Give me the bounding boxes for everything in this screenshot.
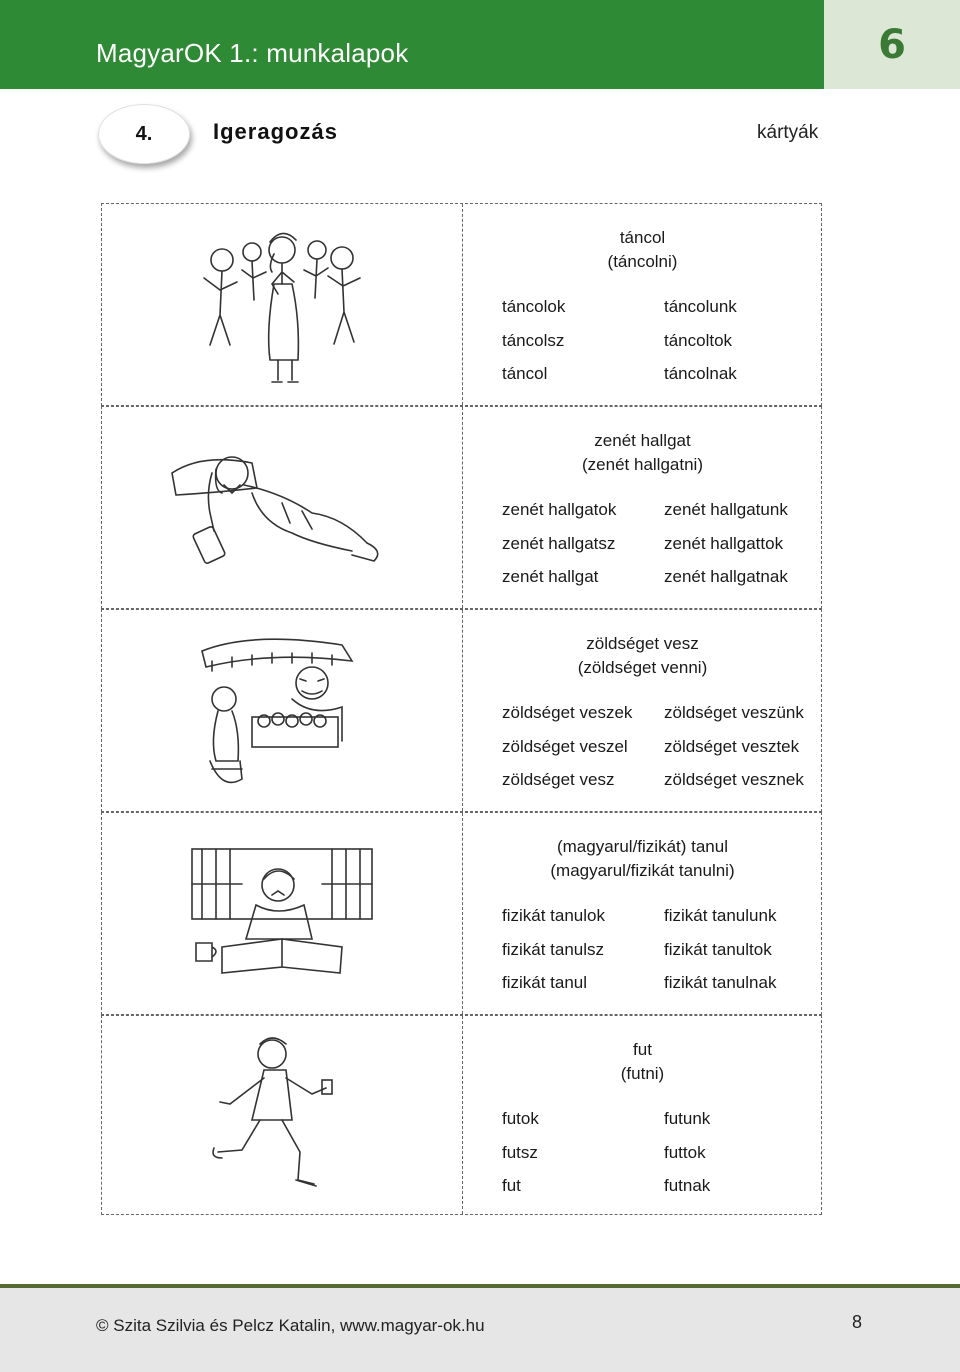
running-man-icon — [102, 1016, 462, 1214]
form-3pl: zöldséget vesznek — [664, 770, 804, 789]
form-1sg: futok — [502, 1109, 539, 1128]
verb-card — [101, 406, 822, 609]
form-2pl: zöldséget vesztek — [664, 736, 800, 756]
cut-line — [462, 813, 463, 1014]
verb-infinitive: (zöldséget venni) — [577, 658, 708, 677]
section-number-badge — [98, 104, 190, 164]
form-1pl: fizikát tanulunk — [664, 906, 777, 925]
form-3pl: táncolnak — [664, 364, 737, 383]
form-2pl: fizikát tanultok — [664, 939, 772, 959]
cut-line — [462, 204, 463, 405]
listening-music-icon — [102, 407, 462, 608]
cut-line — [462, 1016, 463, 1214]
form-2pl: zenét hallgattok — [664, 533, 784, 553]
verb-lemma: zöldséget vesz — [586, 634, 699, 653]
form-1sg: zenét hallgatok — [502, 500, 617, 519]
studying-icon — [102, 813, 462, 1014]
form-2sg: fizikát tanulsz — [502, 939, 605, 959]
form-3sg: zenét hallgat — [502, 567, 599, 586]
verb-lemma: fut — [633, 1040, 652, 1059]
form-1pl: futunk — [664, 1109, 711, 1128]
verb-card — [101, 203, 822, 406]
form-2sg: zöldséget veszel — [502, 736, 628, 756]
verb-heading — [464, 1038, 821, 1086]
form-1sg: fizikát tanulok — [502, 906, 605, 925]
verb-lemma: zenét hallgat — [594, 431, 691, 450]
verb-heading — [464, 835, 821, 883]
worksheet-title: MagyarOK 1.: munkalapok — [96, 38, 409, 68]
form-2sg: futsz — [502, 1142, 538, 1162]
verb-card — [101, 1015, 822, 1215]
verb-infinitive: (magyarul/fizikát tanulni) — [550, 861, 735, 880]
form-3sg: fut — [502, 1176, 521, 1195]
vegetable-market-icon — [102, 610, 462, 811]
verb-lemma: táncol — [619, 228, 666, 247]
form-1pl: zenét hallgatunk — [664, 500, 788, 519]
form-3pl: fizikát tanulnak — [664, 973, 777, 992]
verb-card — [101, 609, 822, 812]
copyright-text: © Szita Szilvia és Pelcz Katalin, www.magyar-ok.hu — [96, 1316, 485, 1335]
cut-line — [462, 407, 463, 608]
dancing-people-icon — [102, 204, 462, 405]
verb-infinitive: (futni) — [620, 1064, 665, 1083]
verb-heading — [464, 632, 821, 680]
form-2pl: táncoltok — [664, 330, 733, 350]
form-2pl: futtok — [664, 1142, 706, 1162]
verb-heading — [464, 226, 821, 274]
form-3sg: táncol — [502, 364, 548, 383]
section-tag: kártyák — [757, 122, 819, 143]
section-title: Igeragozás — [213, 119, 338, 144]
form-3sg: fizikát tanul — [502, 973, 588, 992]
section-number: 4. — [135, 122, 153, 145]
verb-infinitive: (zenét hallgatni) — [582, 455, 703, 474]
form-1pl: táncolunk — [664, 297, 737, 316]
page-header — [0, 0, 960, 89]
form-1sg: táncolok — [502, 297, 566, 316]
form-2sg: táncolsz — [502, 330, 565, 350]
verb-infinitive: (táncolni) — [607, 252, 678, 271]
form-2sg: zenét hallgatsz — [502, 533, 616, 553]
verb-heading — [464, 429, 821, 477]
verb-lemma: (magyarul/fizikát) tanul — [556, 837, 728, 856]
verb-card — [101, 812, 822, 1015]
form-3pl: futnak — [664, 1176, 711, 1195]
form-3sg: zöldséget vesz — [502, 770, 615, 789]
cut-line — [462, 610, 463, 811]
page-number: 8 — [852, 1312, 863, 1332]
form-1sg: zöldséget veszek — [502, 703, 633, 722]
chapter-number: 6 — [824, 0, 960, 89]
form-1pl: zöldséget veszünk — [664, 703, 804, 722]
card-sheet — [101, 203, 822, 1215]
form-3pl: zenét hallgatnak — [664, 567, 788, 586]
